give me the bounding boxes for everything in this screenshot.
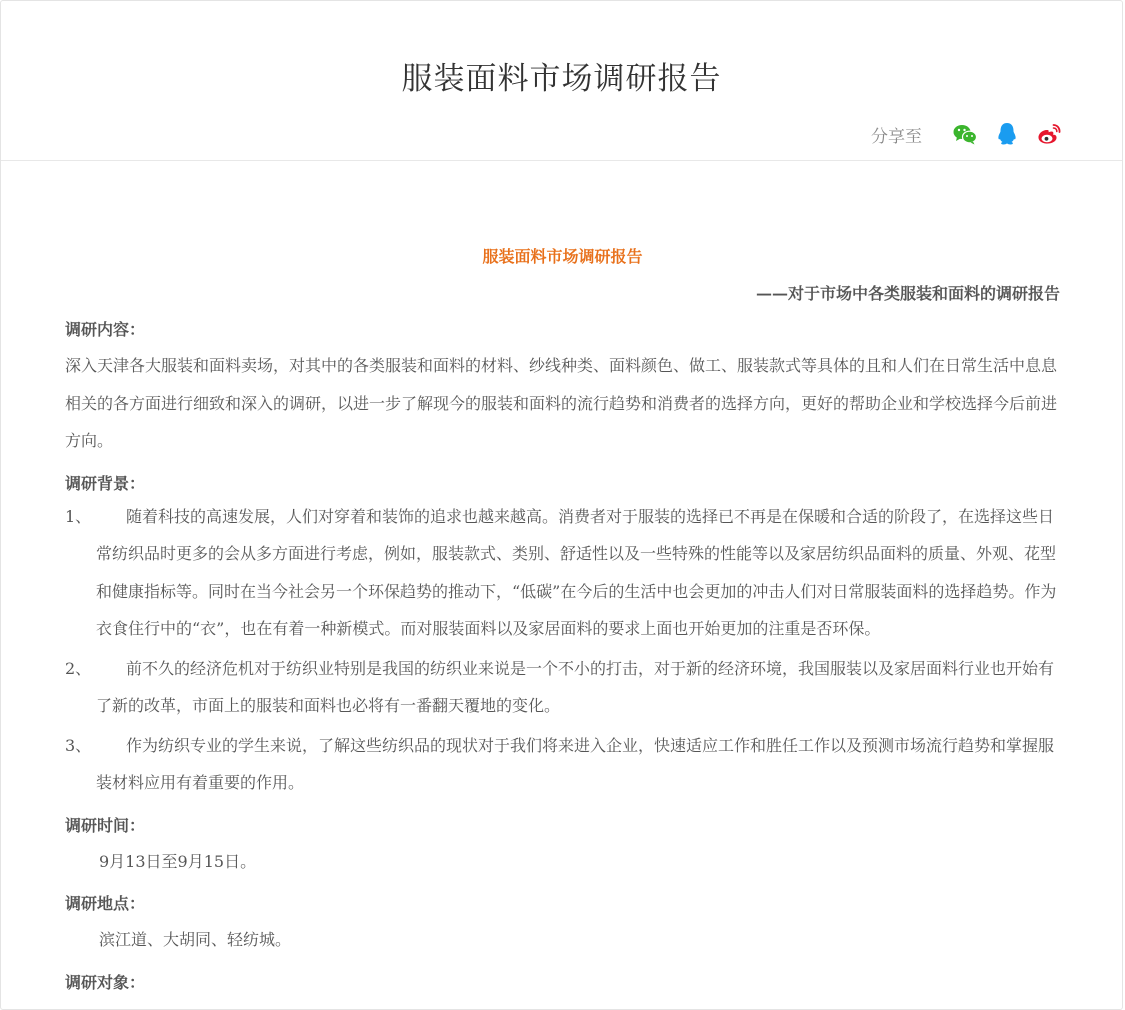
list-item [65,727,1060,802]
wechat-icon[interactable] [952,121,978,147]
section-heading-time: 调研时间： [65,815,146,835]
place-paragraph: 滨江道、大胡同、轻纺城。 [99,930,292,949]
list-item-text: 随着科技的高速发展，人们对穿着和装饰的追求也越来越高。消费者对于服装的选择已不再是在保暖和合适的阶段了，在选择这些日常纺织品时更多的会从多方面进行考虑，例如，服装款式、类别、舒适性以及一些特殊的性能等以及家居纺织品面料的质量、外观、花型和健康指标等。同时在当今社会另一个环保趋势的推动下，“低碳”在今后的生活中也会更加的冲击人们对日常服装面料的选择趋势。作为衣食住行中的“衣”，也在有着一种新模式。而对服装面料以及家居面料的要求上面也开始更加的注重是否环保。 [96,506,1057,638]
section-heading-place: 调研地点： [65,894,146,913]
share-bar [871,121,1062,147]
list-item-number: 3、 [65,735,92,755]
time-paragraph: 9月13日至9月15日。 [99,851,257,871]
content-paragraph: 深入天津各大服装和面料卖场，对其中的各类服装和面料的材料、纱线种类、面料颜色、做工、服装款式等具体的且和人们在日常生活中息息相关的各方面进行细致和深入的调研，以进一步了解现今的服装和面料的流行趋势和消费者的选择方向，更好的帮助企业和学校选择今后前进方向。 [65,356,1058,450]
list-item [65,650,1060,725]
article-body [65,231,1060,995]
list-item-number: 1、 [65,506,92,526]
page-title: 服装面料市场调研报告 [401,61,722,97]
section-heading-content: 调研内容： [65,320,146,339]
list-item [65,498,1060,648]
list-item-number: 2、 [65,658,92,678]
list-item-text: 前不久的经济危机对于纺织业特别是我国的纺织业来说是一个不小的打击，对于新的经济环境，我国服装以及家居面料行业也开始有了新的改革，市面上的服装和面料也必将有一番翻天覆地的变化。 [96,658,1055,715]
weibo-icon[interactable] [1036,121,1062,147]
document-title: 服装面料市场调研报告 [482,247,643,266]
share-label: 分享至 [871,126,922,147]
section-heading-object: 调研对象： [65,972,146,992]
document-subtitle: ——对于市场中各类服装和面料的调研报告 [755,284,1060,303]
qq-icon[interactable] [994,121,1020,147]
list-item-text: 作为纺织专业的学生来说，了解这些纺织品的现状对于我们将来进入企业，快速适应工作和胜任工作以及预测市场流行趋势和掌握服装材料应用有着重要的作用。 [96,735,1055,792]
article-header [1,1,1122,161]
section-heading-background: 调研背景： [65,473,146,493]
